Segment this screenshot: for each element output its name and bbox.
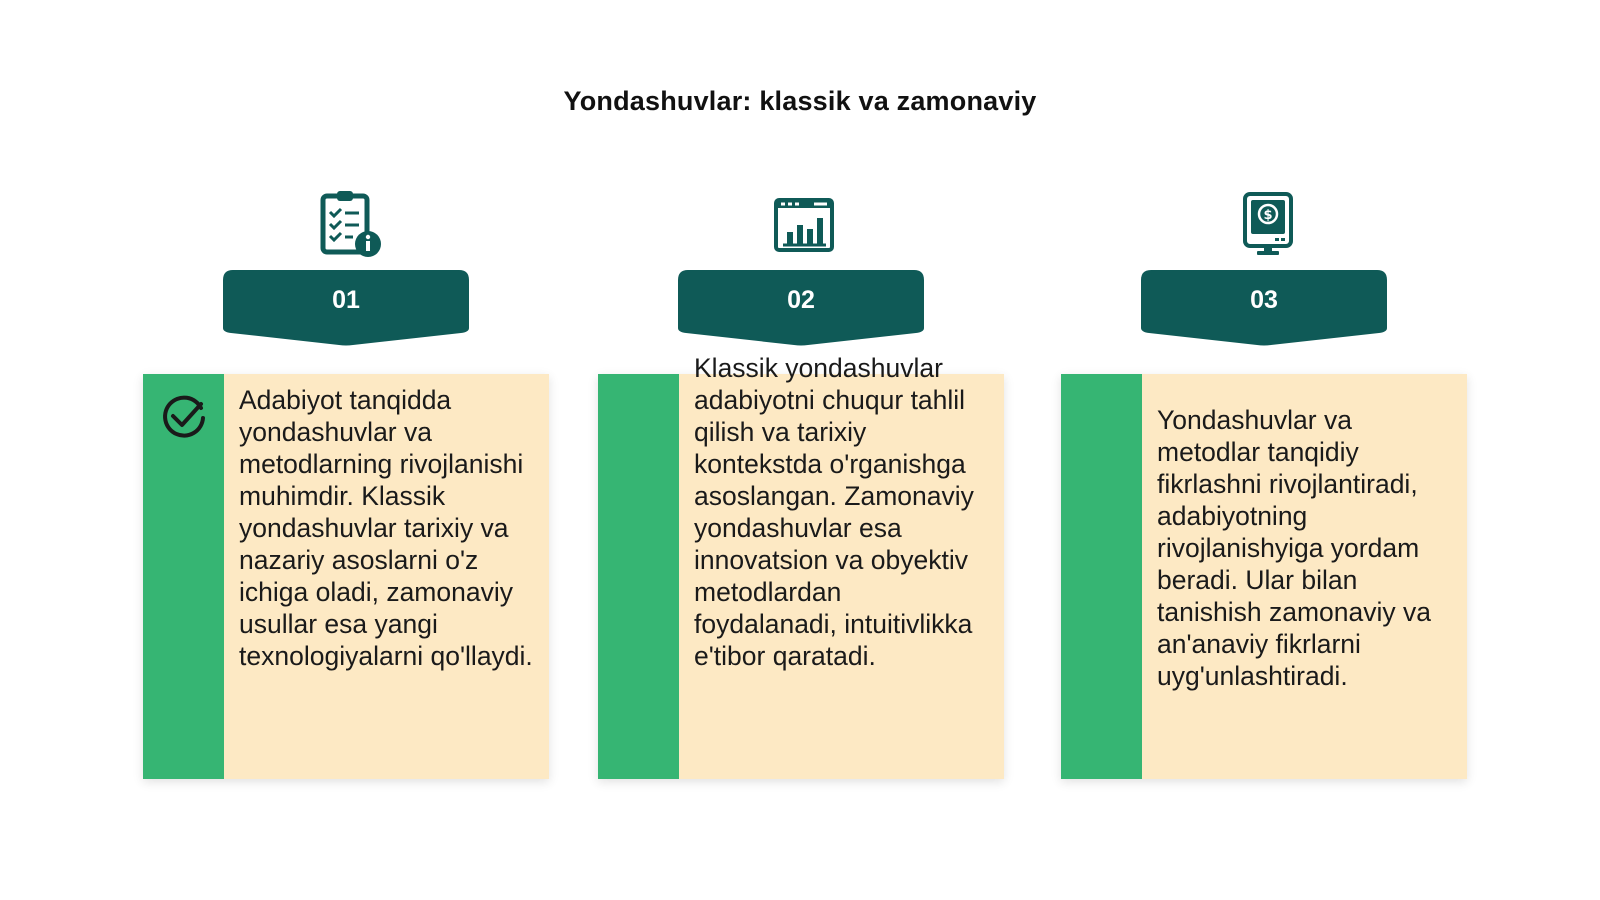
step-number: 03 — [1250, 286, 1278, 314]
approach-description: Klassik yondashuvlar adabiyotni chuqur tahlil qilish va tarixiy kontekstda o'rganishga asoslangan. Zamonaviy yondashuvlar esa innovatsion va obyektiv metodlardan foydalanadi, intuitivlikka e'tibor qaratadi. — [694, 353, 974, 671]
step-number: 02 — [787, 286, 815, 314]
check-circle-icon — [161, 394, 207, 440]
approach-column-3 — [1061, 0, 1473, 900]
page-title: Yondashuvlar: klassik va zamonaviy — [563, 86, 1037, 116]
approach-description: Adabiyot tanqidda yondashuvlar va metodlarning rivojlanishi muhimdir. Klassik yondashuvlar tarixiy va nazariy asoslarni o'z ichiga oladi, zamonaviy usullar esa yangi texnologiyalarni qo'llaydi. — [239, 385, 533, 671]
card-accent-stripe — [1061, 374, 1142, 779]
approach-description: Yondashuvlar va metodlar tanqidiy fikrlashni rivojlantiradi, adabiyotning rivojlanishyiga yordam beradi. Ular bilan tanishish zamonaviy va an'anaviy fikrlarni uyg'unlashtiradi. — [1157, 405, 1431, 691]
approach-card — [143, 374, 549, 779]
step-badge-01 — [223, 270, 469, 346]
dollar-monitor-icon — [1231, 188, 1303, 260]
approach-column-2 — [598, 0, 1010, 900]
step-badge-03 — [1141, 270, 1387, 346]
card-accent-stripe — [598, 374, 679, 779]
step-number: 01 — [332, 286, 360, 314]
approach-card — [598, 353, 1004, 779]
bar-chart-dashboard-icon — [768, 188, 840, 260]
clipboard-checklist-info-icon — [313, 188, 385, 260]
step-badge-02 — [678, 270, 924, 346]
svg-text:$: $ — [1263, 208, 1273, 223]
approach-column-1 — [143, 0, 555, 900]
approach-card — [1061, 374, 1467, 779]
